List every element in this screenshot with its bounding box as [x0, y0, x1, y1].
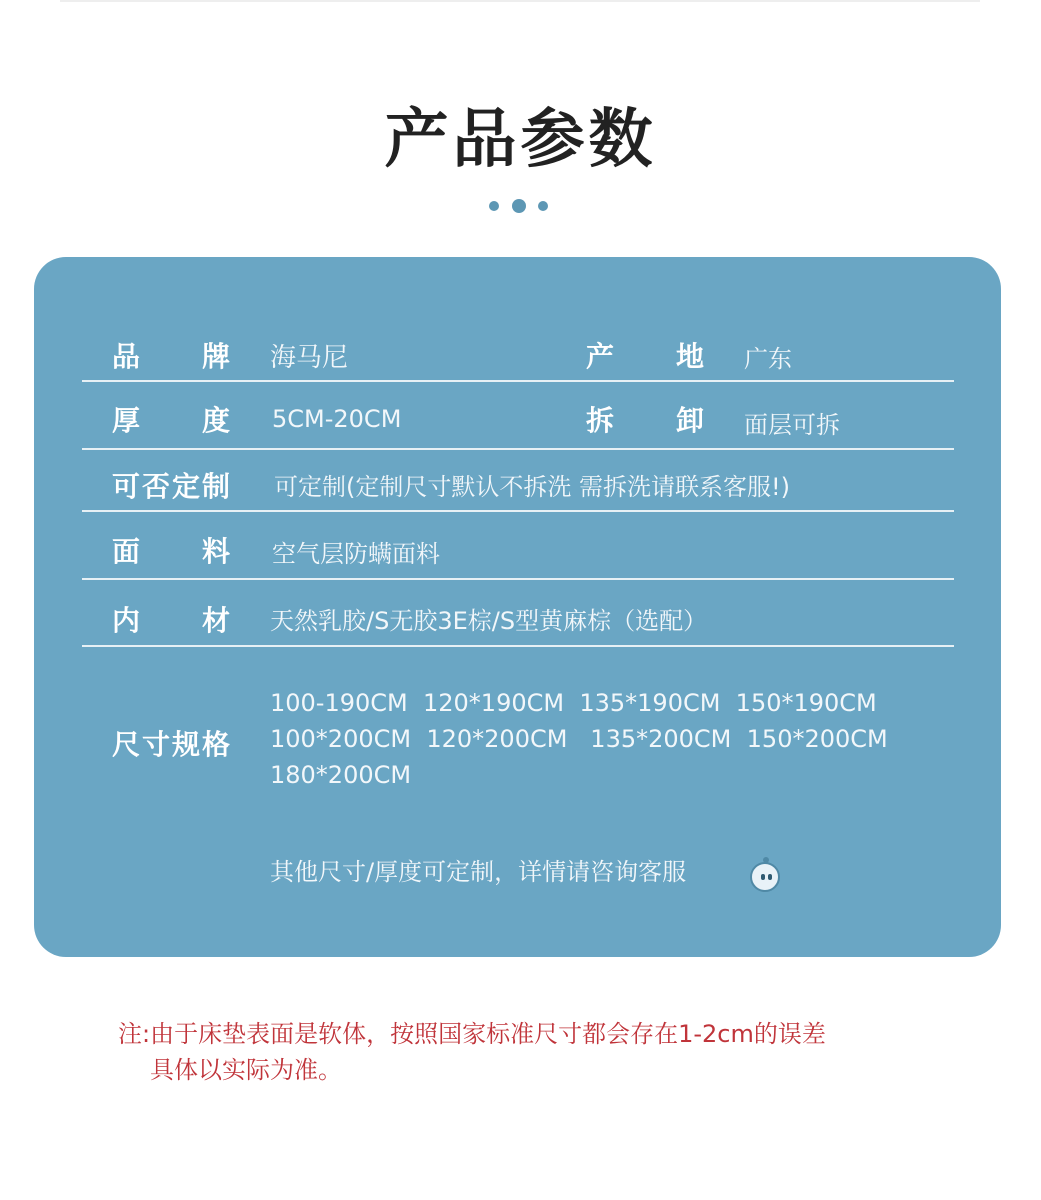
- filling-value: 天然乳胶/S无胶3E棕/S型黄麻棕（选配）: [270, 607, 708, 635]
- size-label: 尺寸规格: [112, 728, 233, 761]
- dot-icon: [512, 199, 526, 213]
- thickness-label: 厚 度: [112, 404, 233, 437]
- removable-label: 拆 卸: [586, 404, 707, 437]
- top-divider: [60, 0, 980, 2]
- disclaimer-line-1: 注:由于床垫表面是软体，按照国家标准尺寸都会存在1-2cm的误差: [118, 1020, 826, 1048]
- dot-icon: [538, 201, 548, 211]
- size-line: 180*200CM: [270, 761, 412, 789]
- decorative-dots: [0, 198, 1041, 214]
- disclaimer-line-2: 具体以实际为准。: [150, 1056, 342, 1084]
- size-line: 100-190CM 120*190CM 135*190CM 150*190CM: [270, 689, 877, 717]
- brand-value: 海马尼: [270, 343, 349, 373]
- origin-value: 广东: [744, 345, 792, 373]
- custom-size-note: 其他尺寸/厚度可定制，详情请咨询客服: [270, 858, 687, 886]
- row-divider: [82, 578, 954, 580]
- thickness-value: 5CM-20CM: [272, 405, 402, 433]
- page-title: 产品参数: [384, 103, 657, 177]
- brand-label: 品 牌: [112, 340, 233, 373]
- fabric-label: 面 料: [112, 535, 233, 568]
- customizable-label: 可否定制: [112, 470, 233, 503]
- spec-panel: [34, 257, 1001, 957]
- mascot-icon: [750, 862, 780, 892]
- row-divider: [82, 380, 954, 382]
- row-divider: [82, 645, 954, 647]
- filling-label: 内 材: [112, 604, 233, 637]
- customizable-value: 可定制(定制尺寸默认不拆洗 需拆洗请联系客服!): [274, 473, 790, 501]
- row-divider: [82, 448, 954, 450]
- dot-icon: [489, 201, 499, 211]
- removable-value: 面层可拆: [744, 411, 840, 439]
- fabric-value: 空气层防螨面料: [272, 540, 440, 568]
- size-line: 100*200CM 120*200CM 135*200CM 150*200CM: [270, 725, 888, 753]
- origin-label: 产 地: [586, 340, 707, 373]
- row-divider: [82, 510, 954, 512]
